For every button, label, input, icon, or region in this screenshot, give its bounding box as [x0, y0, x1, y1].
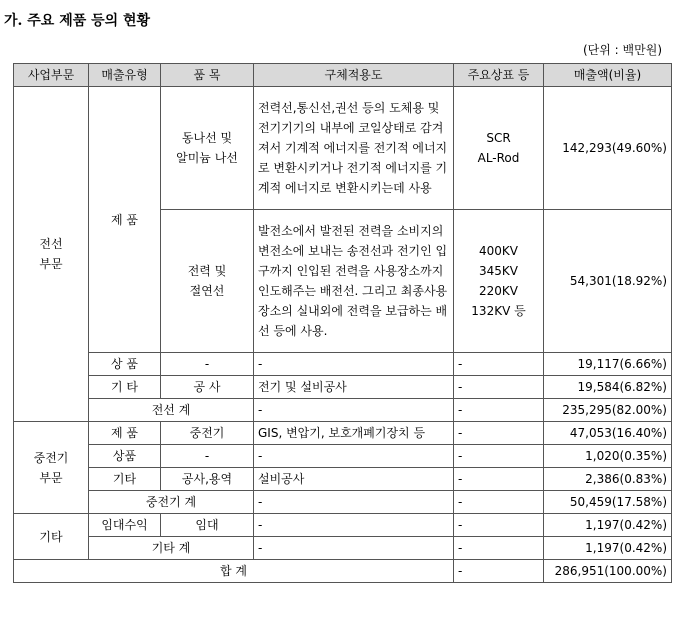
- segment-cell: [14, 87, 89, 422]
- sales-type-cell: 상품: [89, 445, 161, 468]
- brand-cell: -: [454, 537, 544, 560]
- total-row: [14, 560, 672, 583]
- sales-cell: 142,293(49.60%): [544, 87, 672, 210]
- segment-cell: 기타: [14, 514, 89, 560]
- sales-type-cell: 제 품: [89, 87, 161, 353]
- sales-cell: 47,053(16.40%): [544, 422, 672, 445]
- header-usage: 구체적용도: [254, 64, 454, 87]
- brand-cell: -: [454, 491, 544, 514]
- sales-cell: 1,197(0.42%): [544, 514, 672, 537]
- brand-cell: -: [454, 376, 544, 399]
- segment-label: 중전기: [33, 450, 69, 465]
- brand-label: 132KV 등: [471, 304, 526, 318]
- usage-cell: GIS, 변압기, 보호개폐기장치 등: [254, 422, 454, 445]
- item-label: 절연선: [189, 284, 225, 298]
- item-label: 동나선 및: [181, 131, 233, 145]
- sales-cell: 54,301(18.92%): [544, 210, 672, 353]
- brand-cell: [454, 87, 544, 210]
- brand-cell: -: [454, 422, 544, 445]
- usage-cell: 전력선,통신선,권선 등의 도체용 및 전기기기의 내부에 코일상태로 감겨 져서 기계적 에너지를 전기적 에너지로 변환시키거나 전기적 에너지를 기계적 에너지로 변환시키는데 사용: [254, 87, 454, 210]
- item-cell: -: [161, 445, 254, 468]
- sales-type-cell: 기 타: [89, 376, 161, 399]
- brand-label: 400KV: [479, 244, 518, 258]
- segment-label: 부문: [39, 470, 63, 485]
- brand-label: SCR: [486, 131, 511, 145]
- table-row: [14, 514, 672, 537]
- subtotal-row: [14, 537, 672, 560]
- sales-type-cell: 임대수익: [89, 514, 161, 537]
- usage-cell: 발전소에서 발전된 전력을 소비지의 변전소에 보내는 송전선과 전기인 입구까지 인입된 전력을 사용장소까지 인도해주는 배전선. 그리고 최종사용 장소의 실내외에 전력을 보급하는 배선 등에 사용.: [254, 210, 454, 353]
- subtotal-row: [14, 399, 672, 422]
- brand-cell: -: [454, 468, 544, 491]
- item-label: 알미늄 나선: [176, 151, 238, 165]
- brand-cell: -: [454, 445, 544, 468]
- brand-cell: -: [454, 514, 544, 537]
- brand-cell: -: [454, 560, 544, 583]
- item-label: 전력 및: [187, 264, 227, 278]
- subtotal-label: 전선 계: [89, 399, 254, 422]
- product-status-table: [13, 63, 672, 583]
- subtotal-row: [14, 491, 672, 514]
- header-brand: 주요상표 등: [454, 64, 544, 87]
- item-cell: [161, 87, 254, 210]
- sales-cell: 19,117(6.66%): [544, 353, 672, 376]
- sales-type-cell: 제 품: [89, 422, 161, 445]
- table-row: [14, 445, 672, 468]
- item-cell: -: [161, 353, 254, 376]
- brand-cell: -: [454, 353, 544, 376]
- subtotal-label: 중전기 계: [89, 491, 254, 514]
- sales-cell: 235,295(82.00%): [544, 399, 672, 422]
- sales-cell: 1,020(0.35%): [544, 445, 672, 468]
- unit-label: (단위 : 백만원): [583, 43, 662, 57]
- total-label: 합 계: [14, 560, 454, 583]
- sales-cell: 50,459(17.58%): [544, 491, 672, 514]
- header-row: [14, 64, 672, 87]
- item-cell: 중전기: [161, 422, 254, 445]
- subtotal-label: 기타 계: [89, 537, 254, 560]
- page-title: 가. 주요 제품 등의 현황: [4, 13, 151, 29]
- header-sales-type: 매출유형: [89, 64, 161, 87]
- item-cell: 공사,용역: [161, 468, 254, 491]
- table-row: [14, 87, 672, 210]
- table-row: [14, 422, 672, 445]
- brand-label: 220KV: [479, 284, 518, 298]
- sales-type-cell: 기타: [89, 468, 161, 491]
- usage-cell: -: [254, 353, 454, 376]
- item-cell: [161, 210, 254, 353]
- sales-type-cell: 상 품: [89, 353, 161, 376]
- table-row: [14, 353, 672, 376]
- sales-cell: 2,386(0.83%): [544, 468, 672, 491]
- header-sales: 매출액(비율): [544, 64, 672, 87]
- brand-cell: -: [454, 399, 544, 422]
- header-item: 품 목: [161, 64, 254, 87]
- table-row: [14, 376, 672, 399]
- usage-cell: 설비공사: [254, 468, 454, 491]
- brand-label: 345KV: [479, 264, 518, 278]
- header-segment: 사업부문: [14, 64, 89, 87]
- usage-cell: -: [254, 537, 454, 560]
- sales-cell: 19,584(6.82%): [544, 376, 672, 399]
- sales-cell: 286,951(100.00%): [544, 560, 672, 583]
- usage-cell: 전기 및 설비공사: [254, 376, 454, 399]
- usage-cell: -: [254, 445, 454, 468]
- usage-cell: -: [254, 399, 454, 422]
- segment-label: 전선: [39, 237, 63, 251]
- item-cell: 공 사: [161, 376, 254, 399]
- segment-cell: [14, 422, 89, 514]
- sales-cell: 1,197(0.42%): [544, 537, 672, 560]
- brand-cell: [454, 210, 544, 353]
- brand-label: AL-Rod: [477, 151, 520, 165]
- table-row: [14, 468, 672, 491]
- segment-label: 부문: [39, 257, 63, 271]
- usage-cell: -: [254, 514, 454, 537]
- usage-cell: -: [254, 491, 454, 514]
- item-cell: 임대: [161, 514, 254, 537]
